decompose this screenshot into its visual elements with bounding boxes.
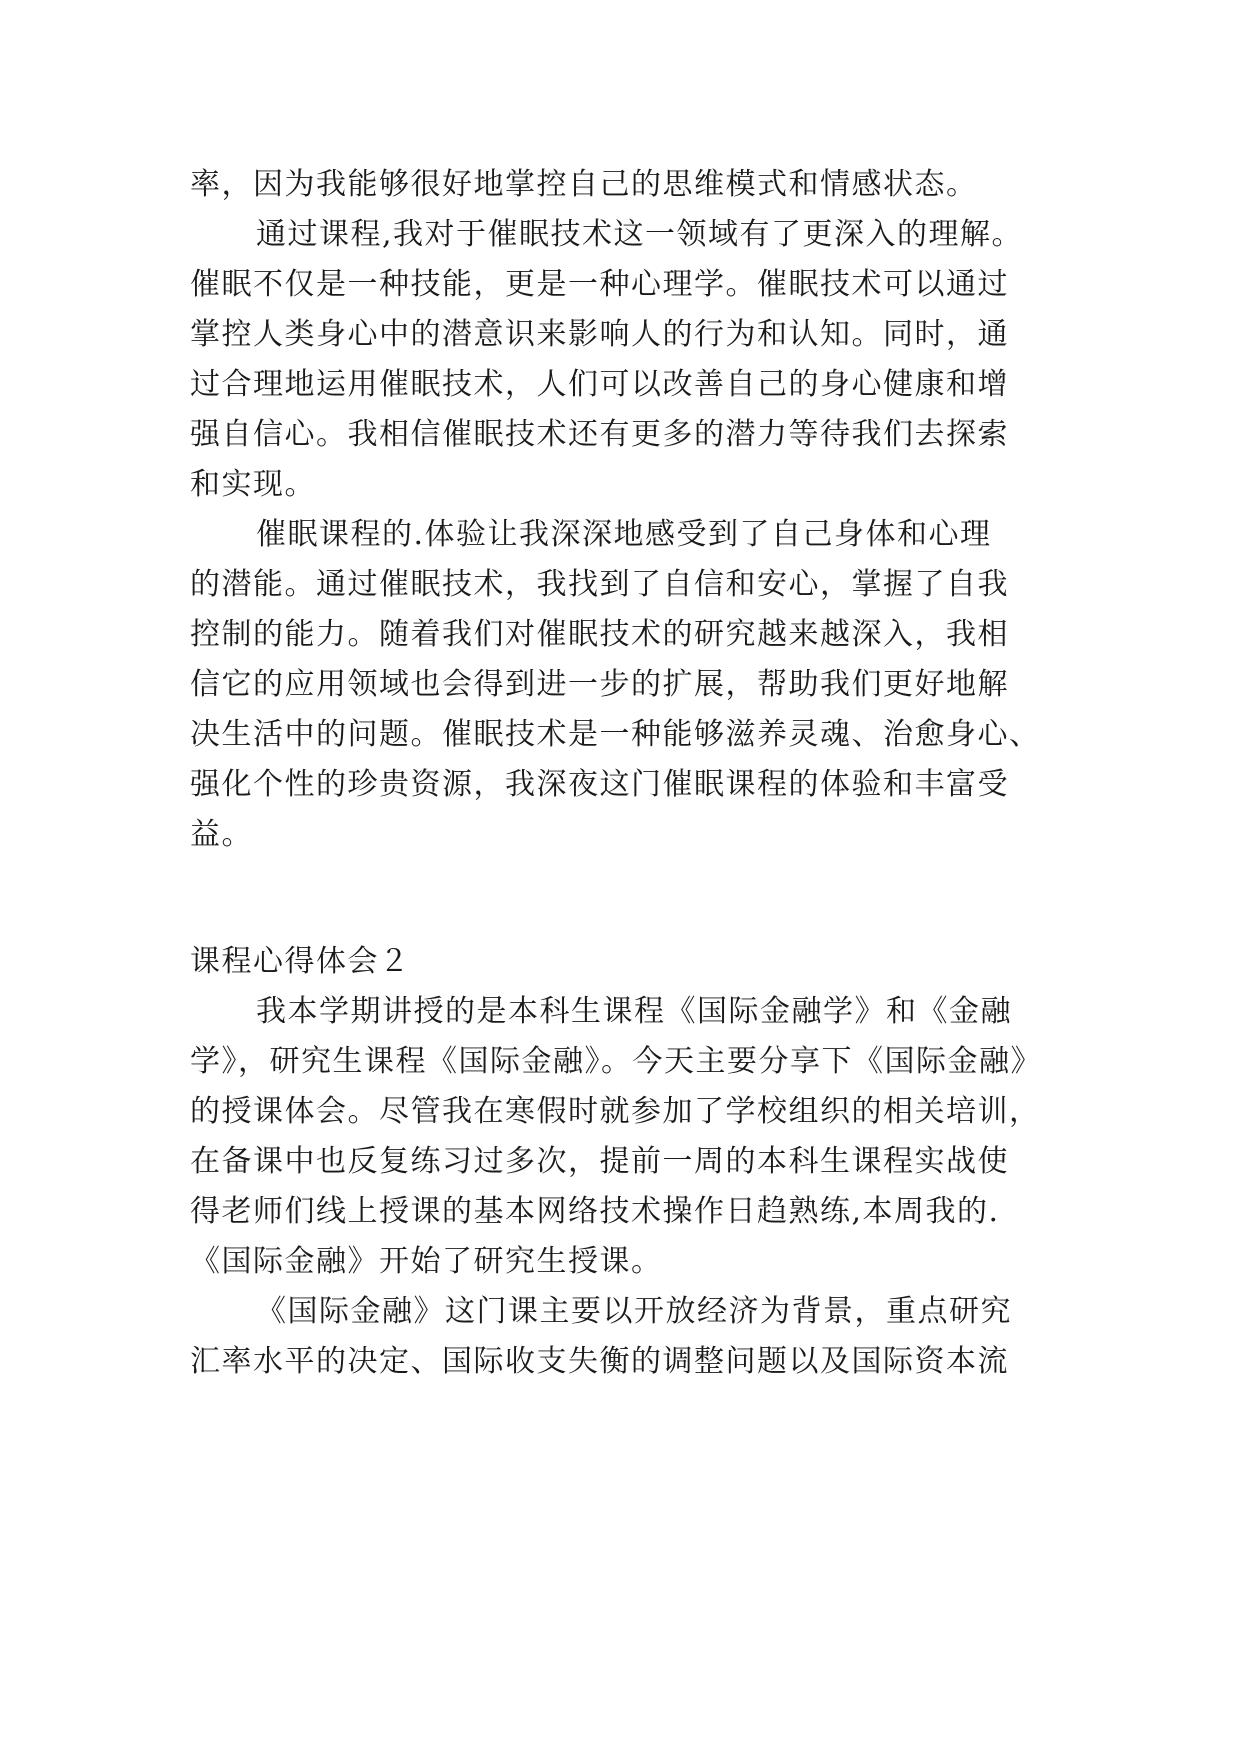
paragraph-line: 过合理地运用催眠技术，人们可以改善自己的身心健康和增 [190, 367, 1009, 402]
paragraph-line: 催眠不仅是一种技能，更是一种心理学。催眠技术可以通过 [190, 267, 1009, 302]
paragraph-line: 我本学期讲授的是本科生课程《国际金融学》和《金融 [256, 994, 1012, 1029]
paragraph-line: 和实现。 [190, 467, 316, 502]
paragraph-line: 强化个性的珍贵资源，我深夜这门催眠课程的体验和丰富受 [190, 767, 1009, 802]
paragraph-line: 汇率水平的决定、国际收支失衡的调整问题以及国际资本流 [190, 1344, 1009, 1379]
paragraph-line: 得老师们线上授课的基本网络技术操作日趋熟练,本周我的. [190, 1194, 1000, 1229]
paragraph-line: 掌控人类身心中的潜意识来影响人的行为和认知。同时，通 [190, 317, 1009, 352]
paragraph-line: 率，因为我能够很好地掌控自己的思维模式和情感状态。 [190, 167, 978, 202]
section-heading: 课程心得体会２ [190, 944, 411, 979]
paragraph-line: 《国际金融》这门课主要以开放经济为背景，重点研究 [256, 1294, 1012, 1329]
paragraph-line: 催眠课程的.体验让我深深地感受到了自己身体和心理 [256, 517, 992, 552]
paragraph-line: 控制的能力。随着我们对催眠技术的研究越来越深入，我相 [190, 617, 1009, 652]
paragraph-line: 决生活中的问题。催眠技术是一种能够滋养灵魂、治愈身心、 [190, 717, 1041, 752]
paragraph-line: 的潜能。通过催眠技术，我找到了自信和安心，掌握了自我 [190, 567, 1009, 602]
paragraph-line: 益。 [190, 817, 253, 852]
paragraph-line: 强自信心。我相信催眠技术还有更多的潜力等待我们去探索 [190, 417, 1009, 452]
paragraph-line: 学》，研究生课程《国际金融》。今天主要分享下《国际金融》 [190, 1044, 1042, 1079]
paragraph-line: 在备课中也反复练习过多次，提前一周的本科生课程实战使 [190, 1144, 1009, 1179]
paragraph-line: 《国际金融》开始了研究生授课。 [190, 1244, 663, 1279]
document-body [190, 160, 1070, 1387]
paragraph-line: 通过课程,我对于催眠技术这一领域有了更深入的理解。 [256, 217, 1024, 252]
paragraph-line: 信它的应用领域也会得到进一步的扩展，帮助我们更好地解 [190, 667, 1009, 702]
paragraph-line: 的授课体会。尽管我在寒假时就参加了学校组织的相关培训， [190, 1094, 1041, 1129]
section-spacer [190, 860, 1070, 937]
